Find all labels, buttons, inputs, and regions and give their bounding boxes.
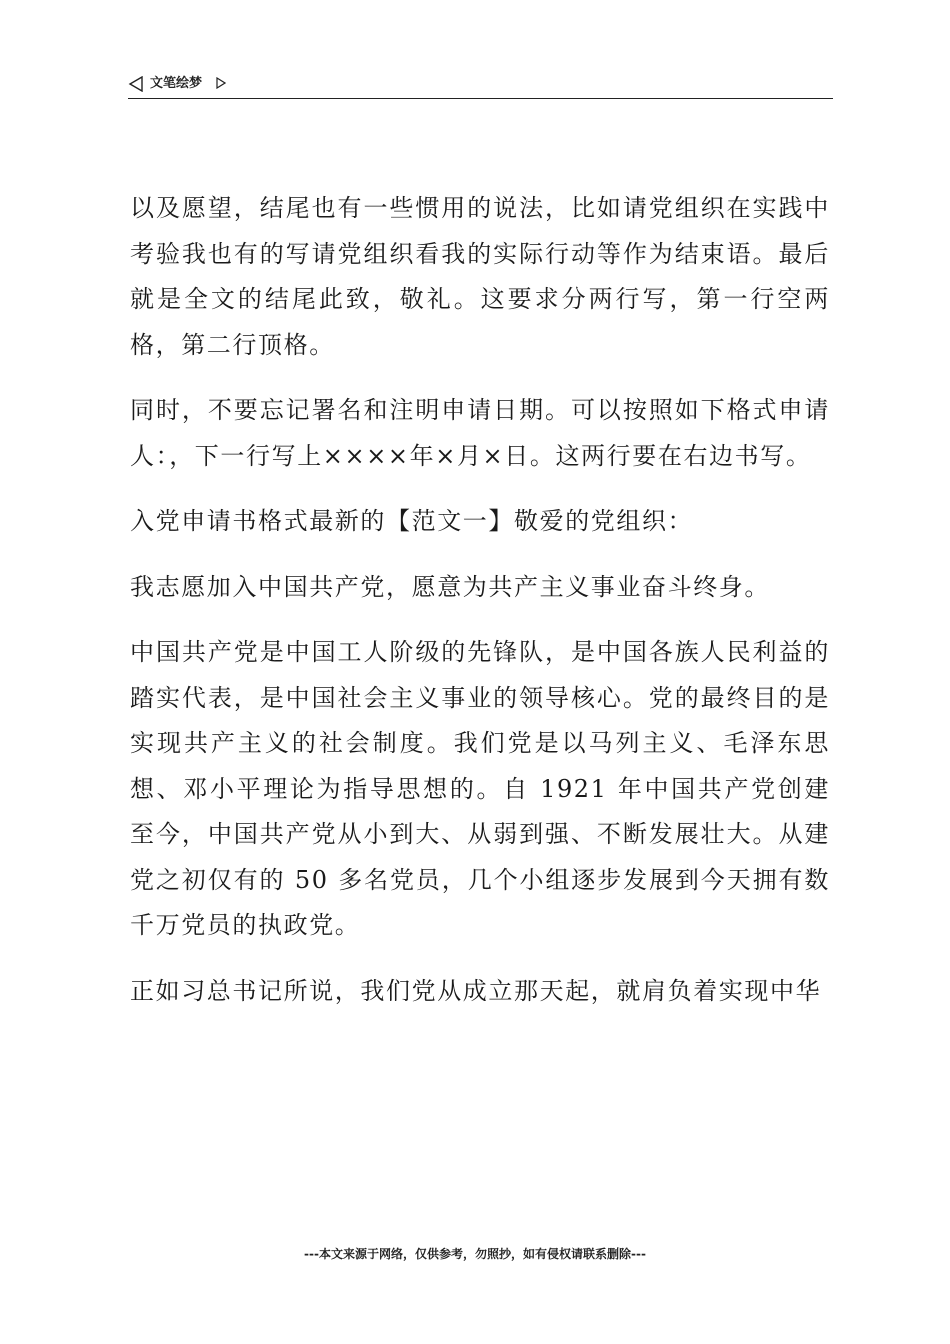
header-title: 文笔绘梦 xyxy=(150,76,203,91)
triangle-left-icon xyxy=(128,76,144,92)
paragraph-sample-heading: 入党申请书格式最新的【范文一】敬爱的党组织： xyxy=(130,507,694,535)
paragraph-volunteer-statement: 我志愿加入中国共产党，愿意为共产主义事业奋斗终身。 xyxy=(130,572,770,601)
document-body xyxy=(130,186,830,1014)
paragraph-closing-phrases: 以及愿望，结尾也有一些惯用的说法，比如请党组织在实践中考验我也有的写请党组织看我的实际行动等作为结束语。最后就是全文的结尾此致，敬礼。这要求分两行写，第一行空两格，第二行顶格。 xyxy=(130,194,830,359)
paragraph-signature-date: 同时，不要忘记署名和注明申请日期。可以按照如下格式申请人：，下一行写上××××年×月×日。这两行要在右边书写。 xyxy=(130,396,830,470)
triangle-right-icon xyxy=(216,77,226,89)
page-footer-disclaimer: ---本文来源于网络，仅供参考，勿照抄，如有侵权请联系删除--- xyxy=(304,1247,646,1261)
paragraph-quote-start: 正如习总书记所说，我们党从成立那天起，就肩负着实现中华 xyxy=(130,976,822,1005)
paragraph-party-description: 中国共产党是中国工人阶级的先锋队，是中国各族人民利益的踏实代表，是中国社会主义事业的领导核心。党的最终目的是实现共产主义的社会制度。我们党是以马列主义、毛泽东思想、邓小平理论为指导思想的。自 1921 年中国共产党创建至今，中国共产党从小到大、从弱到强、不断发展壮大。从建党之初仅有的 50 多名党员，几个小组逐步发展到今天拥有数千万党员的执政党。 xyxy=(130,638,830,939)
page-header xyxy=(128,74,833,99)
